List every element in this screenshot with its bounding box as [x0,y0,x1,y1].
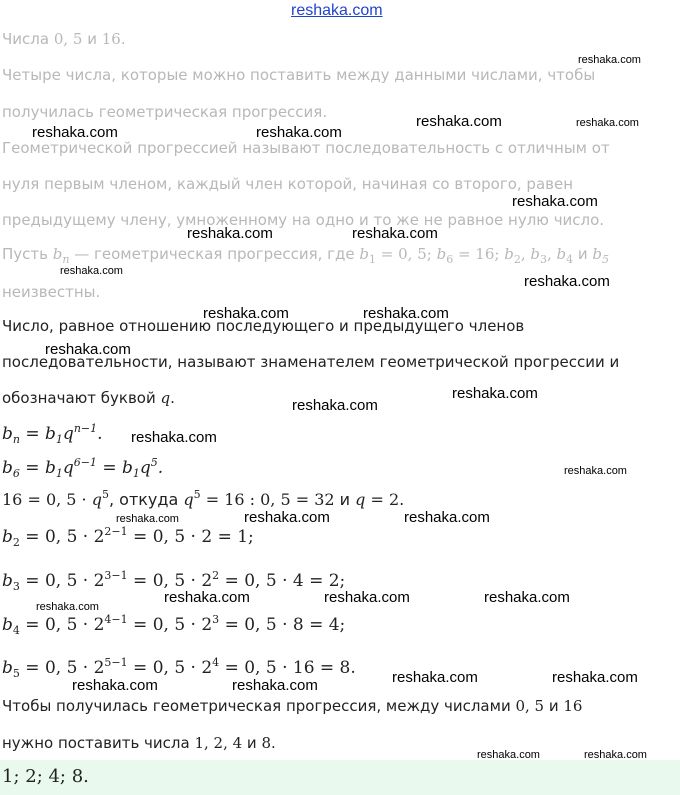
watermark: reshaka.com [324,589,410,606]
watermark: reshaka.com [552,669,638,686]
watermark: reshaka.com [484,589,570,606]
watermark: reshaka.com [203,305,289,322]
watermark: reshaka.com [187,225,273,242]
formula-b2: $b_2 = 0$, $5 \cdot 2^{2-1} = 0$, 5 · 2 = 1; [2,525,254,549]
site-header-link[interactable]: reshaka.com [291,2,383,19]
given-line-3: получилась геометрическая прогрессия. [2,103,328,121]
formula-b5: $b_5 = 0$, $5 \cdot 2^{5-1} = 0$, $5 \cdot 2^4 = 0$, 5 · 16 = 8. [2,656,356,680]
formula-b6: $b_6 = b_1q^{6-1} = b_1q^5$. [2,456,164,480]
watermark: reshaka.com [352,225,438,242]
def-line-2: последовательности, называют знаменателем геометрической прогрессии и [2,353,620,371]
conclusion-line-1: Чтобы получилась геометрическая прогрессия, между числами 0, 5 и 16 [2,697,583,715]
watermark: reshaka.com [131,429,217,446]
given-line-5: нуля первым членом, каждый член которой, начиная со второго, равен [2,175,574,193]
given-line-1: Числа 0, 5 и 16. [2,30,126,48]
watermark: reshaka.com [564,465,627,477]
answer-box [0,760,680,795]
watermark: reshaka.com [512,193,598,210]
watermark: reshaka.com [404,509,490,526]
watermark: reshaka.com [36,601,99,613]
watermark: reshaka.com [116,513,179,525]
formula-q: 16 = 0, $5 \cdot q^5$, откуда $q^5 = 16$ : 0, 5 = 32 и q = 2. [2,488,405,509]
given-line-4: Геометрической прогрессией называют последовательность с отличным от [2,139,610,157]
watermark: reshaka.com [244,509,330,526]
watermark: reshaka.com [584,749,647,761]
given-line-2: Четыре числа, которые можно поставить между данными числами, чтобы [2,66,596,84]
watermark: reshaka.com [45,341,131,358]
given-line-6: предыдущему члену, умноженному на одно и то же не равное нулю число. [2,211,605,229]
formula-b4: $b_4 = 0$, $5 \cdot 2^{4-1} = 0$, $5 \cdot 2^3 = 0$, 5 · 8 = 4; [2,613,346,637]
formula-b3: $b_3 = 0$, $5 \cdot 2^{3-1} = 0$, $5 \cdot 2^2 = 0$, 5 · 4 = 2; [2,569,346,593]
watermark: reshaka.com [524,273,610,290]
def-line-3: обозначают буквой q. [2,389,175,407]
conclusion-line-2: нужно поставить числа 1, 2, 4 и 8. [2,734,276,752]
watermark: reshaka.com [363,305,449,322]
watermark: reshaka.com [452,385,538,402]
watermark: reshaka.com [256,124,342,141]
watermark: reshaka.com [72,677,158,694]
watermark: reshaka.com [60,265,123,277]
watermark: reshaka.com [416,113,502,130]
watermark: reshaka.com [392,669,478,686]
watermark: reshaka.com [164,589,250,606]
watermark: reshaka.com [477,749,540,761]
answer-text: 1; 2; 4; 8. [2,766,89,787]
given-line-8: неизвестны. [2,283,101,301]
watermark: reshaka.com [576,117,639,129]
watermark: reshaka.com [292,397,378,414]
def-line-1: Число, равное отношению последующего и предыдущего членов [2,317,525,335]
watermark: reshaka.com [32,124,118,141]
watermark: reshaka.com [232,677,318,694]
given-line-7: Пусть $b_n$ — геометрическая прогрессия, где $b_1 = 0$, 5; $b_6 = 16$; $b_2$, $b_3$, $b_4$ и $b_5$ [2,245,610,266]
watermark: reshaka.com [578,54,641,66]
formula-general-term: $b_n = b_1q^{n-1}$. [2,422,103,446]
